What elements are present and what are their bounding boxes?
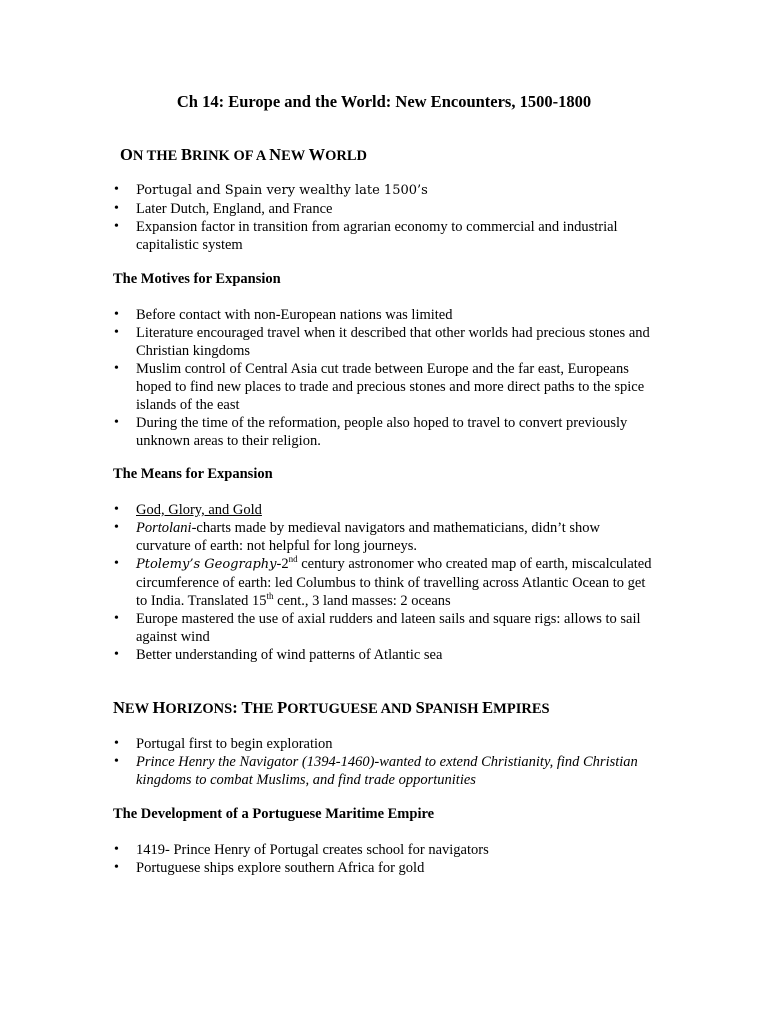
heading-cap: O — [120, 145, 133, 164]
maritime-bullet-list — [113, 841, 653, 877]
section-heading-new-horizons — [113, 698, 550, 718]
list-item: • During the time of the reformation, people also hoped to travel to convert previously unknown areas to their religion. — [113, 414, 653, 450]
list-item — [113, 753, 653, 789]
heading-cap: E — [482, 698, 494, 717]
motives-bullet-list — [113, 306, 653, 450]
list-item: • 1419- Prince Henry of Portugal creates school for navigators — [113, 841, 653, 859]
list-item: • Before contact with non-European nations was limited — [113, 306, 653, 324]
list-item-text: -2 — [276, 556, 289, 572]
heading-rest: PANISH — [424, 701, 483, 717]
list-item: • Expansion factor in transition from agrarian economy to commercial and industrial capitalistic system — [113, 218, 653, 254]
superscript: th — [266, 591, 274, 602]
list-item — [113, 181, 653, 200]
list-item-text: -charts made by medieval navigators and mathematicians, didn’t show curvature of earth: not helpful for long journeys. — [136, 520, 601, 554]
heading-cap: N — [113, 698, 125, 717]
list-item: • Literature encouraged travel when it described that other worlds had precious stones and Christian kingdoms — [113, 324, 653, 360]
heading-rest: ORLD — [325, 148, 368, 164]
list-item: • Portugal first to begin exploration — [113, 735, 653, 753]
heading-cap: P — [277, 698, 288, 717]
list-item: • Later Dutch, England, and France — [113, 200, 653, 218]
subheading-means: The Means for Expansion — [113, 466, 273, 482]
page-title: Ch 14: Europe and the World: New Encounters, 1500-1800 — [176, 92, 592, 111]
list-item: • Europe mastered the use of axial rudders and lateen sails and square rigs: allows to sail against wind — [113, 610, 653, 646]
heading-rest: RINK OF A — [191, 148, 270, 164]
list-item-text: Prince Henry the Navigator (1394-1460)-wanted to extend Christianity, find Christian kingdoms to combat Muslims, and find trade opportunities — [136, 754, 638, 788]
heading-cap: N — [269, 145, 282, 164]
superscript: nd — [288, 554, 298, 565]
brink-bullet-list — [113, 181, 653, 254]
heading-rest: ORIZONS — [165, 701, 233, 717]
heading-rest: ORTUGUESE AND — [287, 701, 416, 717]
list-item: • Better understanding of wind patterns of Atlantic sea — [113, 646, 653, 664]
list-item-text: God, Glory, and Gold — [136, 502, 262, 518]
means-bullet-list — [113, 501, 653, 664]
list-item — [113, 519, 653, 555]
term: Portolani — [136, 520, 192, 536]
heading-rest: HE — [252, 701, 278, 717]
heading-rest: N THE — [132, 148, 181, 164]
heading-cap: H — [152, 698, 166, 717]
list-item-text: Portugal and Spain very wealthy late 1500’s — [136, 183, 428, 198]
heading-rest: EW — [281, 148, 309, 164]
heading-cap: S — [415, 698, 425, 717]
section-heading-brink — [120, 145, 367, 165]
heading-cap: W — [308, 145, 326, 164]
list-item: • Muslim control of Central Asia cut trade between Europe and the far east, Europeans hoped to find new places to trade and precious stones and more direct paths to the spice islands of the east — [113, 360, 653, 414]
list-item — [113, 501, 653, 519]
heading-rest: MPIRES — [493, 701, 550, 717]
term: Ptolemy’s Geography — [136, 557, 277, 572]
list-item-text: cent., 3 land masses: 2 oceans — [273, 593, 451, 609]
list-item: • Portuguese ships explore southern Africa for gold — [113, 859, 653, 877]
heading-cap: B — [180, 145, 192, 164]
list-item-text: century astronomer who created map of earth, miscalculated circumference of earth: led Columbus to think of travelling across Atlantic Ocean to get to India. Translated 15 — [136, 556, 652, 609]
list-item — [113, 555, 653, 610]
subheading-motives: The Motives for Expansion — [113, 271, 281, 287]
heading-cap: : T — [232, 698, 253, 717]
heading-rest: EW — [124, 701, 153, 717]
new-horizons-bullet-list — [113, 735, 653, 789]
subheading-maritime: The Development of a Portuguese Maritime Empire — [113, 806, 435, 822]
